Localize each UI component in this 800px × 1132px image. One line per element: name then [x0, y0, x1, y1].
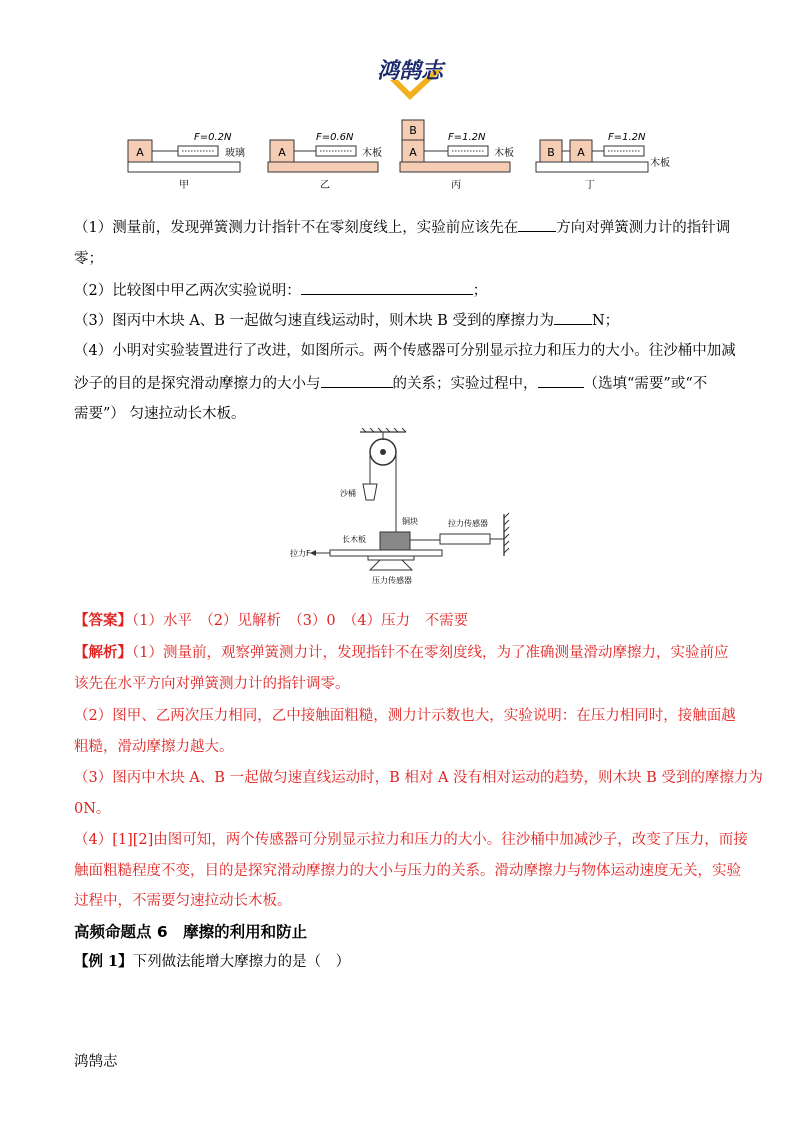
question-1-line-2: 零； — [74, 251, 103, 267]
analysis-p2-line-1: （2）图甲、乙两次压力相同，乙中接触面粗糙，测力计示数也大，实验说明：在压力相同时，接触面越 — [74, 708, 736, 724]
svg-text:木板: 木板 — [650, 158, 670, 169]
figure-bing — [400, 120, 514, 191]
pressure-sensor — [370, 560, 412, 570]
svg-text:长木板: 长木板 — [342, 535, 366, 544]
analysis-p4-line-1: （4）[1][2]由图可知，两个传感器可分别显示拉力和压力的大小。往沙桶中加减沙子，改变了压力，而接 — [74, 832, 748, 848]
sand-bucket — [363, 484, 377, 500]
question-4-line-3: 需要”） 匀速拉动长木板。 — [74, 406, 246, 422]
analysis-p3-line-1: （3）图丙中木块 A、B 一起做匀速直线运动时，B 相对 A 没有相对运动的趋势，则木块 B 受到的摩擦力为 — [74, 770, 763, 786]
svg-text:B: B — [409, 124, 417, 137]
iron-block — [380, 532, 410, 550]
svg-text:甲: 甲 — [179, 180, 189, 191]
svg-text:丁: 丁 — [585, 180, 595, 191]
analysis-p1-line-2: 该先在水平方向对弹簧测力计的指针调零。 — [74, 676, 350, 692]
svg-text:木板: 木板 — [494, 148, 514, 159]
page-footer: 鸿鹄志 — [74, 1054, 118, 1070]
question-4-line-2: 沙子的目的是探究滑动摩擦力的大小与 的关系；实验过程中， （选填“需要”或“不 — [74, 373, 707, 394]
svg-text:A: A — [577, 146, 585, 159]
svg-text:F=0.6N: F=0.6N — [316, 132, 354, 143]
answer-blank — [518, 217, 556, 232]
question-4-line-1: （4）小明对实验装置进行了改进，如图所示。两个传感器可分别显示拉力和压力的大小。往沙桶中加减 — [74, 343, 736, 359]
svg-text:A: A — [136, 146, 144, 159]
svg-text:丙: 丙 — [451, 180, 461, 191]
answer-blank — [554, 310, 592, 325]
improved-apparatus-diagram — [290, 428, 520, 588]
answer-label: 【答案】 — [74, 612, 132, 629]
section-heading: 高频命题点 6 摩擦的利用和防止 — [74, 923, 308, 941]
svg-text:A: A — [409, 146, 417, 159]
pull-sensor — [440, 534, 490, 544]
example-label: 【例 1】 — [74, 953, 133, 970]
svg-text:铜块: 铜块 — [402, 517, 418, 526]
friction-experiment-figures — [120, 118, 690, 196]
svg-text:乙: 乙 — [320, 180, 330, 191]
svg-text:F=0.2N: F=0.2N — [194, 132, 232, 143]
answer-blank — [321, 373, 393, 388]
svg-text:沙桶: 沙桶 — [340, 489, 356, 498]
svg-text:F=1.2N: F=1.2N — [448, 132, 486, 143]
long-board — [330, 550, 442, 556]
svg-text:拉力传感器: 拉力传感器 — [448, 519, 488, 528]
answer-section: 【答案】（1）水平 （2）见解析 （3）0 （4）压力 不需要 — [74, 612, 469, 629]
example-1: 【例 1】下列做法能增大摩擦力的是（ ） — [74, 953, 351, 970]
svg-text:玻璃: 玻璃 — [225, 148, 245, 159]
figure-ding — [536, 132, 670, 191]
question-2: （2）比较图中甲乙两次实验说明： ； — [74, 280, 487, 301]
answer-blank — [301, 280, 473, 295]
question-3: （3）图丙中木块 A、B 一起做匀速直线运动时，则木块 B 受到的摩擦力为 N； — [74, 310, 619, 331]
analysis-p4-line-3: 过程中，不需要匀速拉动长木板。 — [74, 893, 292, 909]
svg-text:木板: 木板 — [362, 148, 382, 159]
analysis-p1-line-1: 【解析】（1）测量前，观察弹簧测力计，发现指针不在零刻度线，为了准确测量滑动摩擦力，实验前应 — [74, 644, 729, 661]
svg-text:拉力F: 拉力F — [290, 549, 311, 558]
svg-text:B: B — [547, 146, 555, 159]
figure-jia — [128, 132, 245, 191]
publisher-logo — [352, 52, 472, 112]
analysis-p2-line-2: 粗糙，滑动摩擦力越大。 — [74, 739, 234, 755]
analysis-p4-line-2: 触面粗糙程度不变，目的是探究滑动摩擦力的大小与压力的关系。滑动摩擦力与物体运动速度无关，实验 — [74, 863, 741, 879]
logo-text: 鸿鹄志 — [376, 59, 444, 84]
analysis-p3-line-2: 0N。 — [74, 801, 111, 817]
svg-text:A: A — [278, 146, 286, 159]
figure-yi — [268, 132, 382, 191]
analysis-label: 【解析】 — [74, 644, 132, 661]
svg-text:F=1.2N: F=1.2N — [608, 132, 646, 143]
svg-text:压力传感器: 压力传感器 — [372, 576, 412, 585]
answer-blank — [538, 373, 584, 388]
question-1-line-1: （1）测量前，发现弹簧测力计指针不在零刻度线上，实验前应该先在 方向对弹簧测力计的指针调 — [74, 217, 730, 238]
